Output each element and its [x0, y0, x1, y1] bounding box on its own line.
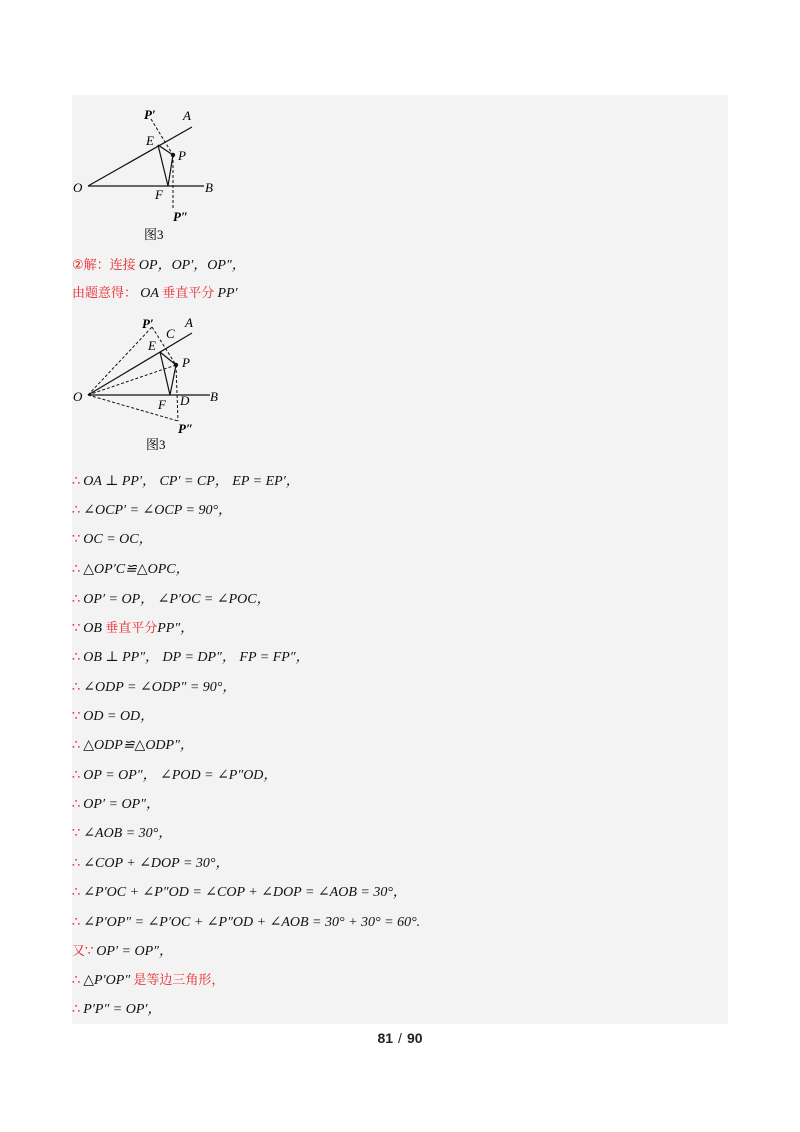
proof-math: OP = OP″， ∠POD = ∠P″OD，	[83, 768, 278, 783]
step2-given-math-b: PP′	[217, 286, 238, 301]
proof-line	[72, 561, 190, 578]
figure-1-caption: 图3	[144, 227, 164, 242]
page-total: 90	[406, 1030, 423, 1046]
label-p: P	[182, 355, 190, 370]
label-p-double-prime: P″	[178, 421, 194, 436]
label-p-double-prime: P″	[173, 209, 189, 224]
label-f: F	[155, 187, 163, 202]
proof-symbol: ∴	[72, 474, 81, 489]
step2-intro-math: OP，OP′，OP″，	[138, 258, 246, 273]
proof-line	[72, 972, 224, 989]
figure-1	[72, 103, 252, 243]
proof-line	[72, 914, 420, 931]
label-c: C	[166, 326, 175, 341]
proof-math: △OP′C≌△OPC，	[83, 562, 190, 577]
proof-line	[72, 620, 194, 637]
proof-line	[72, 708, 154, 725]
label-b: B	[205, 180, 213, 195]
proof-symbol: ∵	[72, 709, 81, 724]
geometry-diagram-2	[72, 317, 272, 457]
proof-line	[72, 531, 153, 548]
proof-text: 垂直平分	[105, 621, 158, 636]
proof-math: OP′ = OP″，	[83, 797, 160, 812]
proof-symbol: ∴	[72, 797, 81, 812]
label-a: A	[183, 108, 191, 123]
figure-2-caption: 图3	[146, 437, 166, 452]
proof-symbol: ∵	[72, 621, 81, 636]
step2-given	[72, 285, 238, 302]
proof-line	[72, 649, 310, 666]
step2-given-text2: 垂直平分	[162, 286, 215, 301]
proof-text: 是等边三角形，	[133, 973, 225, 988]
proof-symbol: ∴	[72, 503, 81, 518]
proof-line	[72, 679, 236, 696]
page-current: 81	[377, 1030, 394, 1046]
proof-line	[72, 502, 232, 519]
label-a: A	[185, 317, 193, 330]
proof-symbol: ∵	[72, 532, 81, 547]
proof-line	[72, 884, 407, 901]
proof-math: OP′ = OP， ∠P′OC = ∠POC，	[83, 592, 271, 607]
proof-math: △P′OP″	[83, 973, 131, 988]
proof-math: ∠ODP = ∠ODP″ = 90°，	[83, 680, 237, 695]
proof-symbol: ∴	[72, 562, 81, 577]
label-p-prime: P′	[144, 107, 156, 122]
label-p-prime: P′	[142, 317, 154, 331]
label-e: E	[148, 338, 156, 353]
proof-math: OP′ = OP″，	[96, 944, 173, 959]
figure-2	[72, 317, 272, 457]
proof-math: OC = OC，	[83, 532, 153, 547]
proof-math-2: PP″，	[157, 621, 195, 636]
proof-math: △ODP≌△ODP″，	[83, 738, 194, 753]
label-f: F	[158, 397, 166, 412]
proof-math: OB	[83, 621, 102, 636]
step2-intro	[72, 257, 246, 274]
proof-symbol: ∴	[72, 738, 81, 753]
proof-math: ∠P′OP″ = ∠P′OC + ∠P″OD + ∠AOB = 30° + 30° = 60°.	[83, 915, 421, 930]
proof-math: ∠COP + ∠DOP = 30°，	[83, 856, 230, 871]
proof-math: OD = OD，	[83, 709, 155, 724]
step2-given-text: 由题意得：	[72, 286, 138, 301]
proof-line	[72, 591, 271, 608]
label-d: D	[180, 393, 190, 408]
proof-line	[72, 767, 277, 784]
document-content-panel	[72, 95, 728, 1024]
proof-symbol: ∴	[72, 592, 81, 607]
proof-line	[72, 943, 173, 960]
proof-line	[72, 796, 160, 813]
proof-symbol: ∵	[72, 826, 81, 841]
proof-line	[72, 1001, 161, 1018]
proof-symbol: 又∵	[72, 944, 94, 959]
proof-line	[72, 825, 172, 842]
proof-math: P′P″ = OP′，	[83, 1002, 162, 1017]
proof-line	[72, 855, 230, 872]
step2-given-math-a: OA	[140, 286, 159, 301]
page-separator: /	[398, 1030, 402, 1046]
proof-math: OA ⊥ PP′， CP′ = CP， EP = EP′，	[83, 474, 300, 489]
geometry-diagram-1	[72, 103, 252, 243]
step2-intro-text: ②解：连接	[72, 258, 136, 273]
page-number	[0, 1030, 800, 1046]
proof-math: ∠P′OC + ∠P″OD = ∠COP + ∠DOP = ∠AOB = 30°，	[83, 885, 407, 900]
proof-math: ∠AOB = 30°，	[83, 826, 173, 841]
proof-symbol: ∴	[72, 856, 81, 871]
proof-symbol: ∴	[72, 973, 81, 988]
proof-symbol: ∴	[72, 885, 81, 900]
label-e: E	[146, 133, 154, 148]
label-o: O	[73, 389, 83, 404]
proof-symbol: ∴	[72, 680, 81, 695]
label-o: O	[73, 180, 83, 195]
label-p: P	[178, 148, 186, 163]
proof-symbol: ∴	[72, 768, 81, 783]
proof-line	[72, 473, 300, 490]
proof-symbol: ∴	[72, 650, 81, 665]
proof-math: ∠OCP′ = ∠OCP = 90°，	[83, 503, 233, 518]
proof-line	[72, 737, 194, 754]
proof-math: OB ⊥ PP″， DP = DP″， FP = FP″，	[83, 650, 310, 665]
proof-symbol: ∴	[72, 1002, 81, 1017]
proof-symbol: ∴	[72, 915, 81, 930]
label-b: B	[210, 389, 218, 404]
